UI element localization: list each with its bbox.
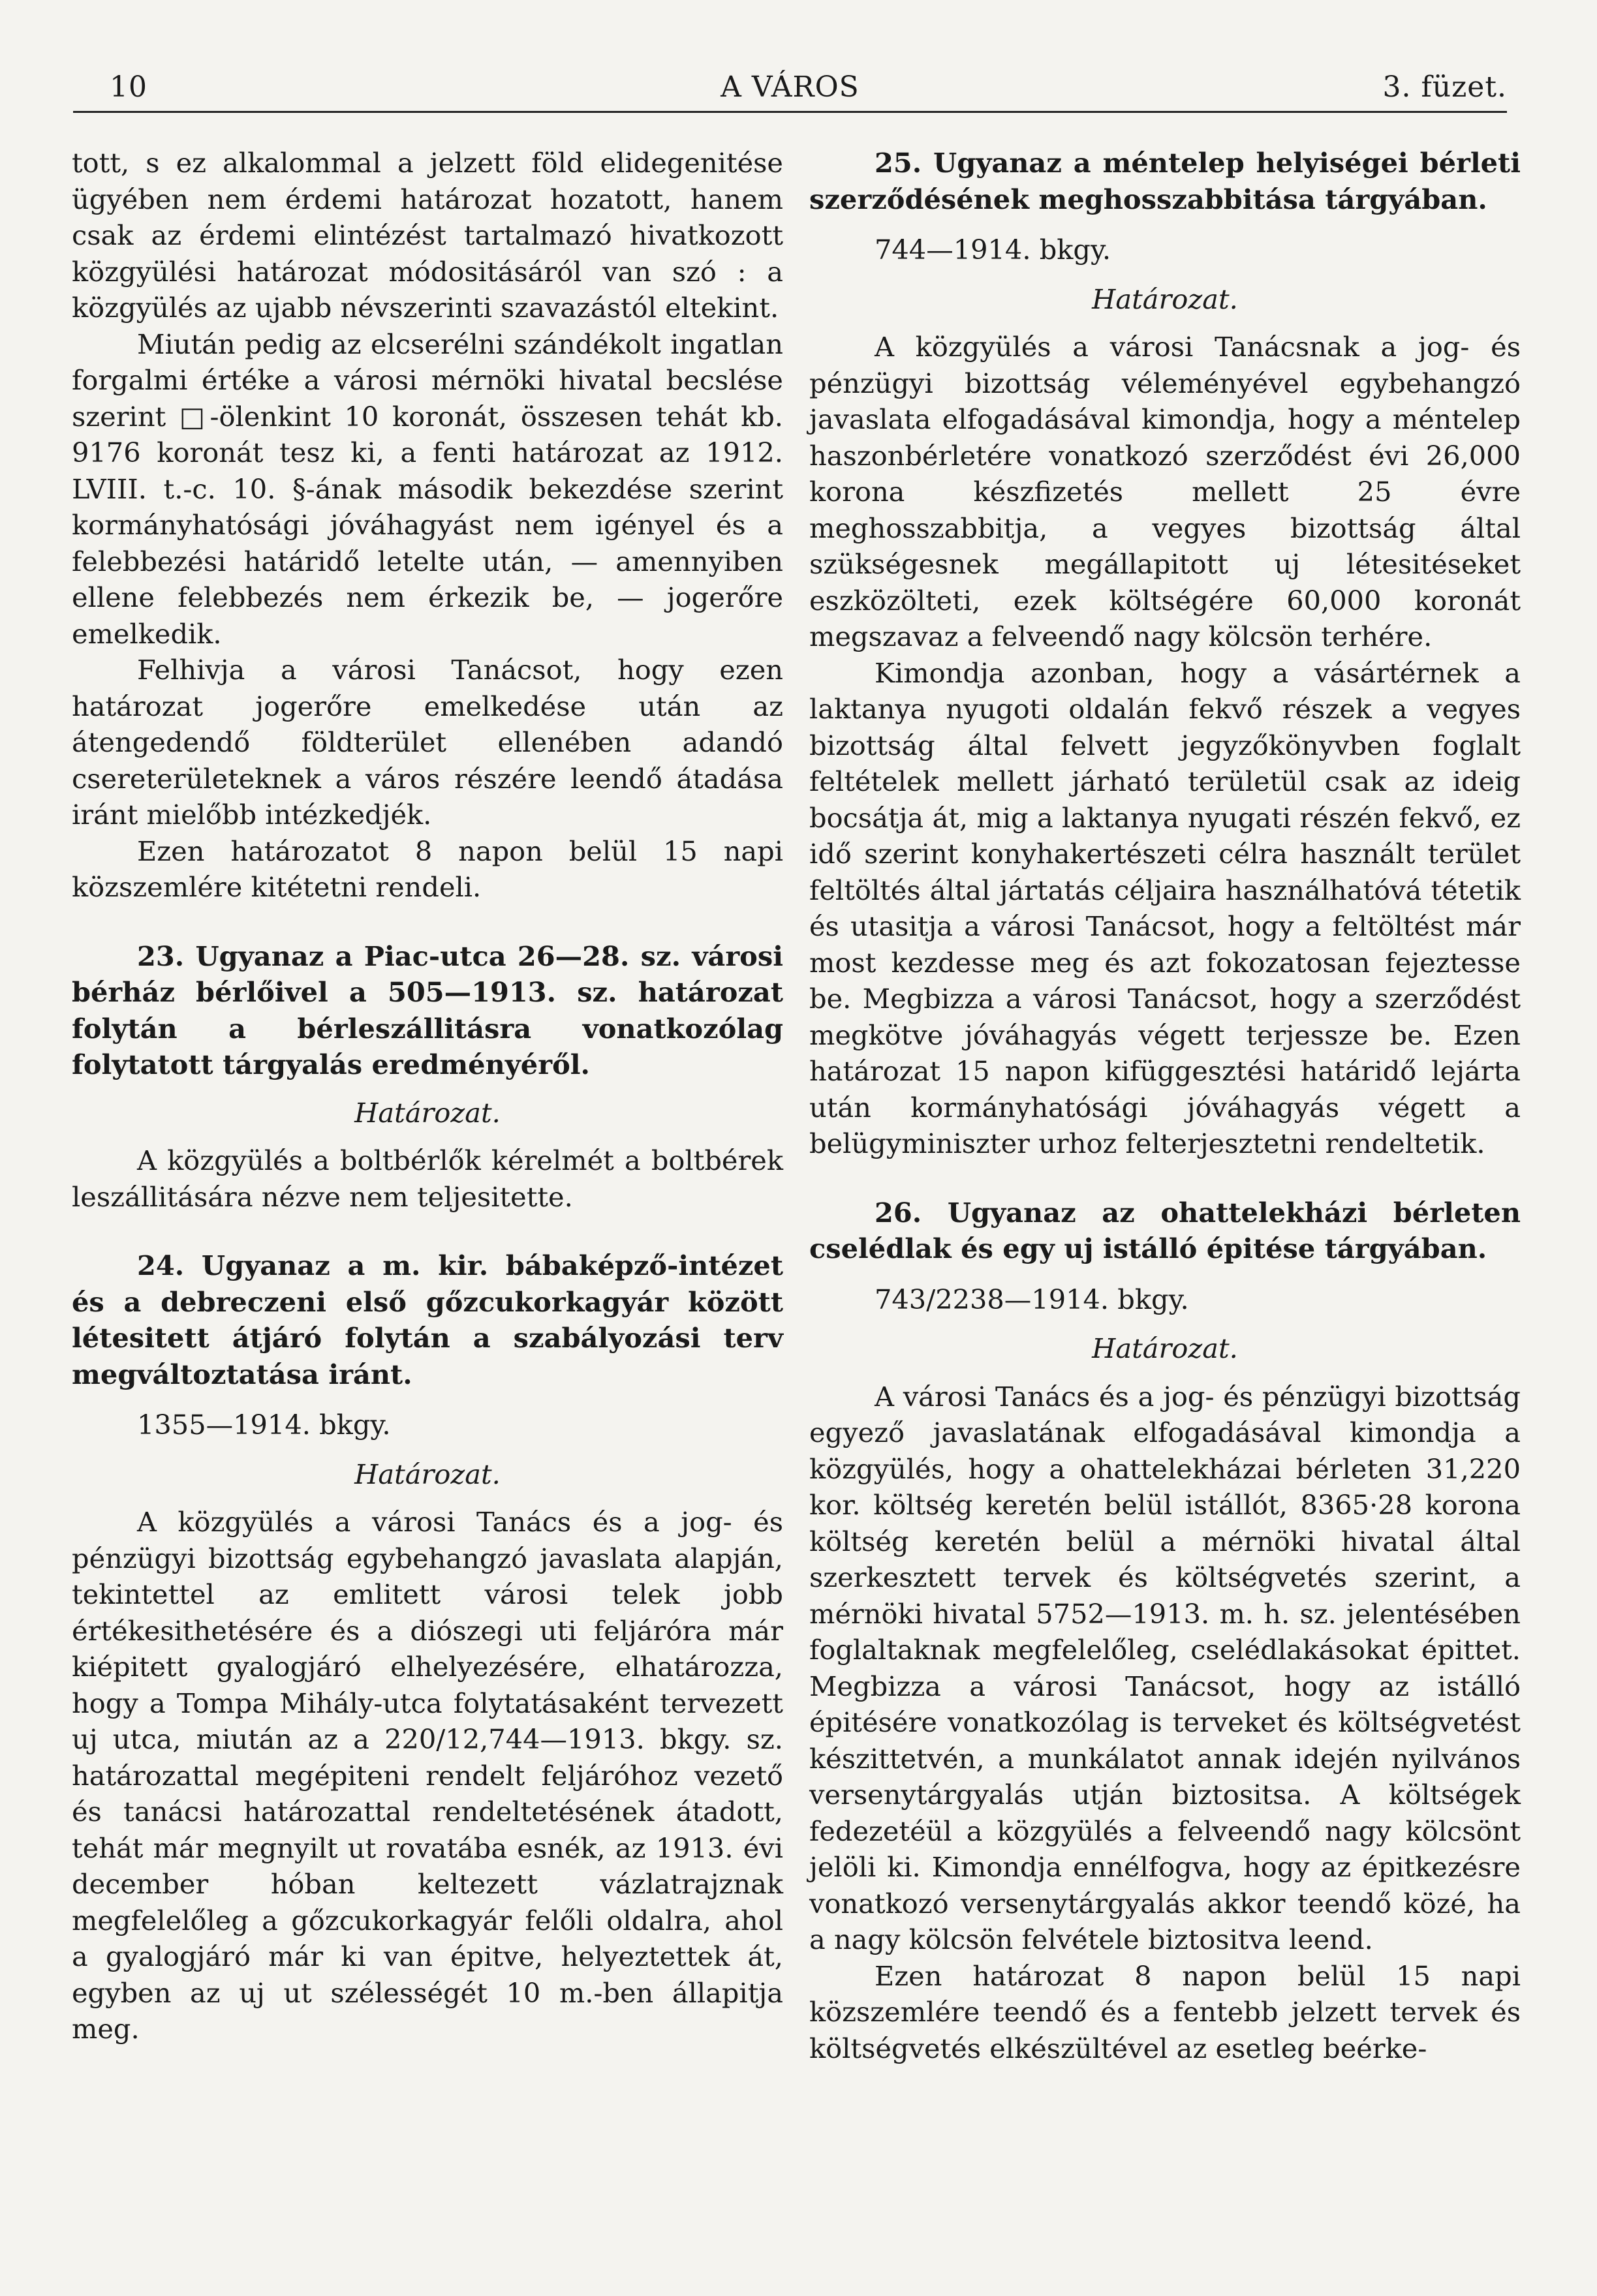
reference-number: 744—1914. bkgy. <box>875 234 1111 266</box>
paragraph: A városi Tanács és a jog- és pénzügyi bizottság egyező javaslatának elfogadásával kimondja a közgyülés, hogy a ohattelekházai bérleten 31,220 kor. költség keretén belül istállót, 8365·28 korona költség keretén belül a mérnöki hivatal által szerkesztett tervek és költségvetés szerint, a mérnöki hivatal 5752—1913. m. h. sz. jelentésében foglaltaknak megfelelőleg, cselédlakásokat épittet. Megbizza a városi Tanácsot, hogy az istálló épitésére vonatkozólag is terveket és költségvetést készittetvén, a munkálatot annak idején nyilvános versenytárgyalás utján biztositsa. A költségek fedezetéül a közgyülés a felveendő nagy kölcsönt jelöli ki. Kimondja ennélfogva, hogy az épitkezésre vonatkozó versenytárgyalás akkor teendő közé, ha a nagy kölcsön felvétele biztositva leend. <box>809 1380 1521 1955</box>
running-title: A VÁROS <box>721 70 860 104</box>
paragraph: tott, s ez alkalommal a jelzett föld elidegenitése ügyében nem érdemi határozat hozatott, hanem csak az érdemi elintézést tartalmazó hivatkozott közgyülési határozat módositásáról van szó : a közgyülés az ujabb névszerinti szavazástól eltekint. <box>72 147 783 324</box>
paragraph: Kimondja azonban, hogy a vásártérnek a laktanya nyugoti oldalán fekvő részek a vegyes bizottság által felvett jegyzőkönyvben foglalt feltételek mellett járható területül csak az ideig bocsátja át, mig a laktanya nyugati részén fekvő, ez idő szerint konyhakertészeti célra használt terület feltöltés által jártatás céljaira használhatóvá tétetik és utasitja a városi Tanácsot, hogy a feltöltést már most kezdesse meg és azt fokozatosan fejeztesse be. Megbizza a városi Tanácsot, hogy a szerződést megkötve jóváhagyás végett terjessze be. Ezen határozat 15 napon kifüggesztési határidő lejárta után kormányhatósági jóváhagyás végett a belügyminiszter urhoz felterjesztetni rendeltetik. <box>809 656 1521 1159</box>
paragraph: Ezen határozatot 8 napon belül 15 napi közszemlére kitétetni rendeli. <box>72 834 783 903</box>
page-number: 10 <box>110 70 147 104</box>
paragraph: Miután pedig az elcserélni szándékolt ingatlan forgalmi értéke a városi mérnöki hivatal becslése szerint □-ölenkint 10 koronát, összesen tehát kb. 9176 koronát tesz ki, a fenti határozat az 1912. LVIII. t.-c. 10. §-ának második bekezdése szerint kormányhatósági jóváhagyást nem igényel és a felebbezési határidő letelte után, — amennyiben ellene felebbezés nem érkezik be, — jogerőre emelkedik. <box>72 328 783 650</box>
page-header <box>73 70 1507 113</box>
section-heading-23: 23. Ugyanaz a Piac-utca 26—28. sz. városi bérház bérlőivel a 505—1913. sz. határozat folytán a bérleszállitásra vonatkozólag folytatott tárgyalás eredményéről. <box>72 940 783 1080</box>
section-heading-25: 25. Ugyanaz a méntelep helyiségei bérleti szerződésének meghosszabbitása tárgyában. <box>809 147 1521 215</box>
resolution-label: Határozat. <box>1092 1332 1238 1364</box>
section-heading-26: 26. Ugyanaz az ohattelekházi bérleten cselédlak és egy uj istálló épitése tárgyában. <box>809 1196 1521 1264</box>
right-column <box>809 145 1521 2066</box>
paragraph: Ezen határozat 8 napon belül 15 napi közszemlére teendő és a fentebb jelzett tervek és költségvetés elkészültével az esetleg beérke- <box>809 1959 1521 2064</box>
resolution-label: Határozat. <box>354 1458 501 1490</box>
paragraph: A közgyülés a városi Tanácsnak a jog- és pénzügyi bizottság véleményével egybehangzó javaslata elfogadásával kimondja, hogy a méntelep haszonbérletére vonatkozó szerződést évi 26,000 korona készfizetés mellett 25 évre meghosszabbitja, a vegyes bizottság által szükségesnek megállapitott uj létesitéseket eszközölteti, ezek költségére 60,000 koronát megszavaz a felveendő nagy kölcsön terhére. <box>809 331 1521 652</box>
section-heading-24: 24. Ugyanaz a m. kir. bábaképző-intézet és a debreczeni első gőzcukorkagyár között létesitett átjáró folytán a szabályozási terv megváltoztatása iránt. <box>72 1249 783 1390</box>
resolution-label: Határozat. <box>1092 283 1238 315</box>
paragraph: A közgyülés a boltbérlők kérelmét a boltbérek leszállitására nézve nem teljesitette. <box>72 1144 783 1213</box>
resolution-label: Határozat. <box>354 1096 501 1129</box>
issue-number: 3. füzet. <box>1382 70 1507 104</box>
reference-number: 1355—1914. bkgy. <box>137 1409 391 1441</box>
paragraph: Felhivja a városi Tanácsot, hogy ezen határozat jogerőre emelkedése után az átengedendő földterület ellenében adandó csereterületeknek a város részére leendő átadása iránt mielőbb intézkedjék. <box>72 654 783 831</box>
reference-number: 743/2238—1914. bkgy. <box>875 1283 1189 1315</box>
left-column <box>72 145 783 2047</box>
paragraph: A közgyülés a városi Tanács és a jog- és pénzügyi bizottság egybehangzó javaslata alapján, tekintettel az emlitett városi telek jobb értékesithetésére és a diószegi uti feljáróra már kiépitett gyalogjáró elhelyezésére, elhatározza, hogy a Tompa Mihály-utca folytatásaként tervezett uj utca, miután az a 220/12,744—1913. bkgy. sz. határozattal megépiteni rendelt feljáróhoz vezető és tanácsi határozattal rendeltetésének átadott, tehát már megnyilt ut rovatába esnék, az 1913. évi december hóban keltezett vázlatrajznak megfelelőleg a gőzcukorkagyár felőli oldalra, ahol a gyalogjáró már ki van épitve, helyeztettek át, egyben az uj ut szélességét 10 m.-ben állapitja meg. <box>72 1506 783 2045</box>
